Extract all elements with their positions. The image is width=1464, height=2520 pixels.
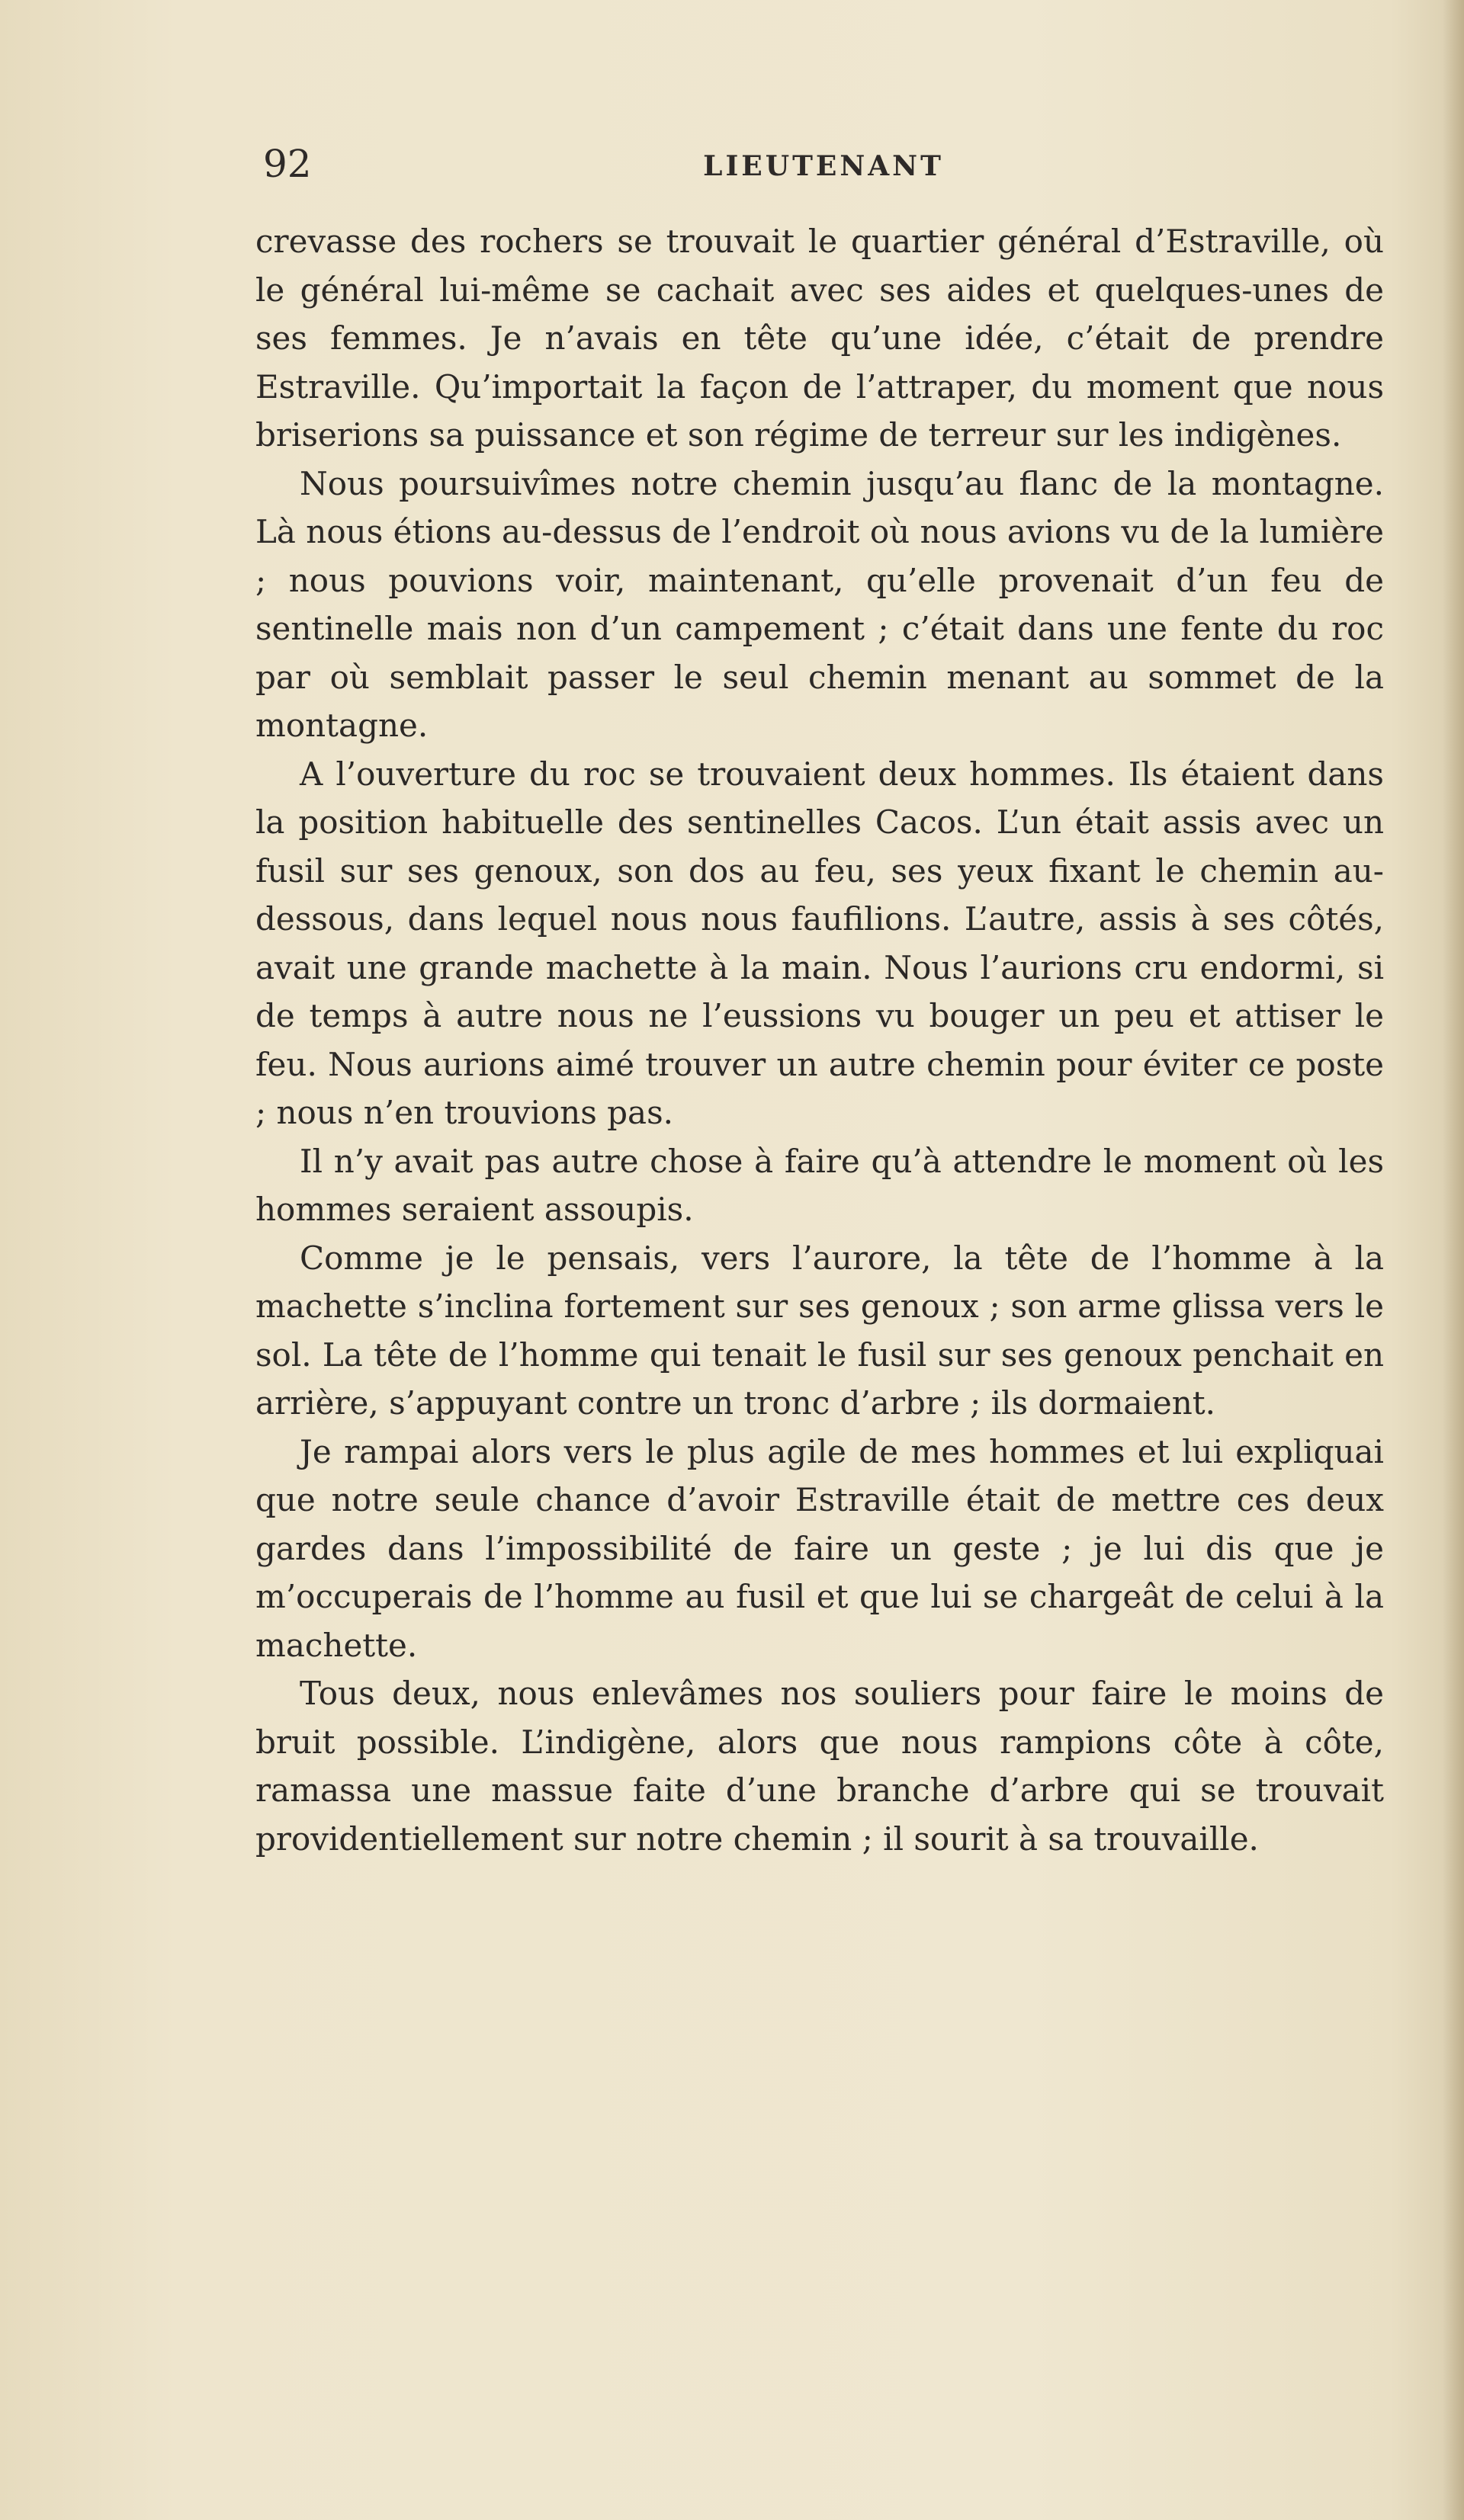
running-title: LIEUTENANT bbox=[703, 150, 944, 182]
page-edge-shadow bbox=[1443, 0, 1464, 2520]
paragraph: Comme je le pensais, vers l’aurore, la tête de l’homme à la machette s’inclina fortement sur ses genoux ; son arme glissa vers le sol. La tête de l’homme qui tenait le fusil sur ses genoux penchait en arrière, s’appuyant contre un tronc d’arbre ; ils dormaient. bbox=[255, 1239, 1384, 1422]
paragraph: Tous deux, nous enlevâmes nos souliers pour faire le moins de bruit possible. L’indigène, alors que nous rampions côte à côte, ramassa une massue faite d’une branche d’arbre qui se trouvait providentiellement sur notre chemin ; il sourit à sa trouvaille. bbox=[255, 1675, 1384, 1858]
body-text bbox=[255, 217, 1384, 1863]
paragraph: Il n’y avait pas autre chose à faire qu’à attendre le moment où les hommes seraient assoupis. bbox=[255, 1142, 1384, 1228]
page-header bbox=[263, 141, 1384, 187]
paragraph: Je rampai alors vers le plus agile de mes hommes et lui expliquai que notre seule chance d’avoir Estraville était de mettre ces deux gardes dans l’impossibilité de faire un geste ; je lui dis que je m’occuperais de l’homme au fusil et que lui se chargeât de celui à la machette. bbox=[255, 1432, 1384, 1664]
paragraph: Nous poursuivîmes notre chemin jusqu’au flanc de la montagne. Là nous étions au-dessus de l’endroit où nous avions vu de la lumière ; nous pouvions voir, maintenant, qu’elle provenait d’un feu de sentinelle mais non d’un campement ; c’était dans une fente du roc par où semblait passer le seul chemin menant au sommet de la montagne. bbox=[255, 464, 1384, 744]
paragraph: crevasse des rochers se trouvait le quartier général d’Estraville, où le général lui-même se cachait avec ses aides et quelques-unes de ses femmes. Je n’avais en tête qu’une idée, c’était de prendre Estraville. Qu’importait la façon de l’attraper, du moment que nous briserions sa puissance et son régime de terreur sur les indigènes. bbox=[255, 223, 1384, 454]
page-number: 92 bbox=[263, 142, 312, 186]
paragraph: A l’ouverture du roc se trouvaient deux hommes. Ils étaient dans la position habituelle des sentinelles Cacos. L’un était assis avec un fusil sur ses genoux, son dos au feu, ses yeux fixant le chemin au-dessous, dans lequel nous nous faufilions. L’autre, assis à ses côtés, avait une grande machette à la main. Nous l’aurions cru endormi, si de temps à autre nous ne l’eussions vu bouger un peu et attiser le feu. Nous aurions aimé trouver un autre chemin pour éviter ce poste ; nous n’en trouvions pas. bbox=[255, 755, 1384, 1131]
